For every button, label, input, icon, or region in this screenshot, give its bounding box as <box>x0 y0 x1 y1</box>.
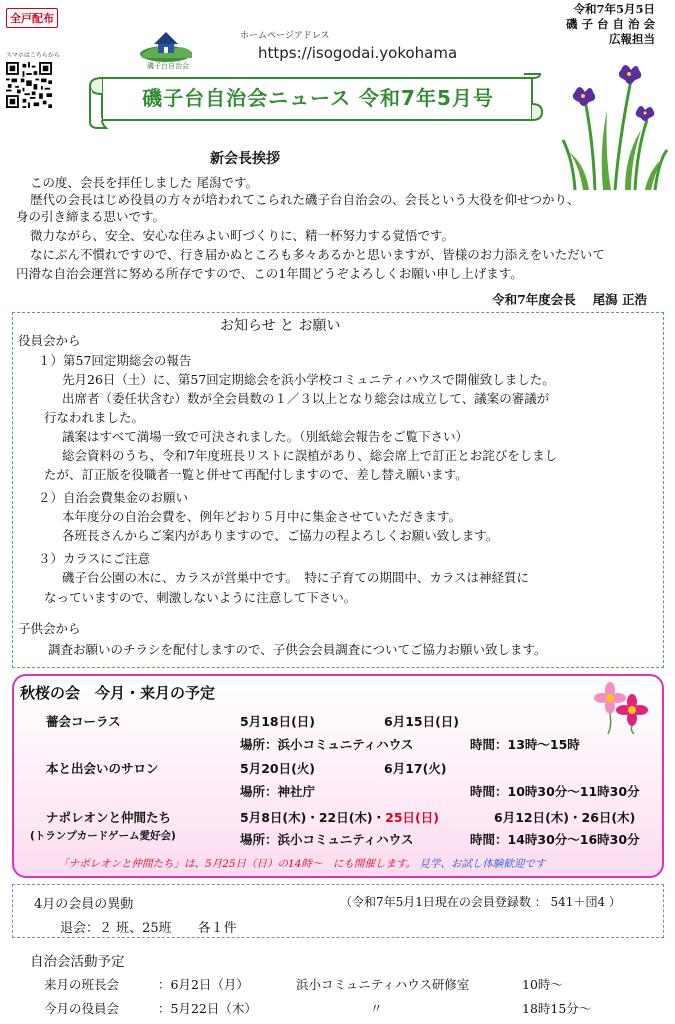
activities-title: 自治会活動予定 <box>30 954 125 970</box>
club-date-highlight: 25日(日) <box>385 810 439 825</box>
issue-info <box>566 2 655 47</box>
members-registration: （令和7年5月1日現在の会員登録数 ： 541＋団4 ） <box>340 895 621 909</box>
iris-flower-illustration <box>555 60 670 190</box>
qr-code-icon[interactable] <box>6 62 52 108</box>
notice-item-heading: １）第57回定期総会の報告 <box>38 353 192 368</box>
notice-line: 議案はすべて満場一致で可決されました。（別紙総会報告をご覧下さい） <box>62 429 469 444</box>
greeting-line: 歴代の会長はじめ役員の方々が培われてこられた磯子台自治会の、会長という大役を仰せつかり、 <box>30 192 580 207</box>
notice-line: 行なわれました。 <box>44 410 145 425</box>
notice-line: 総会資料のうち、令和7年度班長リストに誤植があり、総会席上で訂正とお詫びをしまし <box>62 448 558 463</box>
club-date: 5月8日(木)・22日(木)・25日(日) <box>240 810 439 825</box>
notice-line: なっていますので、刺激しないように注意して下さい。 <box>44 590 357 605</box>
club-name: ナポレオンと仲間たち <box>46 810 172 825</box>
children-heading: 子供会から <box>18 621 81 636</box>
club-place: 場所：浜小コミュニティハウス <box>240 832 414 847</box>
notice-line: 出席者（委任状含む）数が全会員数の１／３以上となり総会は成立して、議案の審議が <box>62 391 550 406</box>
notice-line: たが、訂正版を役職者一覧と併せて再配付しますので、差し替え願います。 <box>44 467 468 482</box>
club-time: 時間：10時30分～11時30分 <box>470 784 640 799</box>
members-line: 退会：２ 班、25班 各１件 <box>60 921 237 936</box>
greeting-line: 円滑な自治会運営に努める所存ですので、この1年間どうぞよろしくお願い申し上げます。 <box>16 266 523 281</box>
distribution-badge: 全戸配布 <box>6 8 58 28</box>
club-date: 5月20日(火) <box>240 761 316 776</box>
club-date: 5月18日(日) <box>240 714 316 729</box>
homepage-link[interactable]: https://isogodai.yokohama <box>258 44 458 62</box>
children-line: 調査お願いのチラシを配付しますので、子供会会員調査についてご協力お願い致します。 <box>48 642 547 657</box>
club-subname: (トランプカードゲーム愛好会) <box>30 830 176 842</box>
activity-label: 今月の役員会 <box>44 1001 120 1016</box>
association-logo <box>138 24 194 62</box>
officers-heading: 役員会から <box>18 333 81 348</box>
greeting-line: なにぶん不慣れですので、行き届かぬところも多々あるかと思いますが、皆様のお力添えをいただいて <box>30 247 605 262</box>
greeting-line: 身の引き締まる思いです。 <box>16 209 166 224</box>
club-time: 時間：13時～15時 <box>470 737 580 752</box>
notice-title: お知らせ と お願い <box>220 318 341 334</box>
club-name: 本と出会いのサロン <box>46 761 159 776</box>
activity-time: 18時15分～ <box>522 1001 592 1016</box>
notice-item-heading: ２）自治会費集金のお願い <box>38 490 189 505</box>
club-title: 秋桜の会 今月・来月の予定 <box>20 684 216 702</box>
members-title: 4月の会員の異動 <box>34 897 134 912</box>
club-place: 場所：神社庁 <box>240 784 316 799</box>
activity-label: 来月の班長会 <box>44 977 120 992</box>
homepage-label: ホームページアドレス <box>240 31 330 41</box>
greeting-signature: 令和7年度会長 尾潟 正浩 <box>492 292 647 307</box>
club-note-blue: 見学、お試し体験歓迎です <box>419 858 546 870</box>
notice-line: 本年度分の自治会費を、例年どおり５月中に集金させていただきます。 <box>62 509 462 524</box>
department: 広報担当 <box>609 32 655 46</box>
qr-caption: スマホはこちらから <box>6 52 60 59</box>
club-date: 6月15日(日) <box>384 714 460 729</box>
newsletter-title: 磯子台自治会ニュース 令和7年5月号 <box>142 86 494 110</box>
publisher: 磯 子 台 自 治 会 <box>565 17 655 31</box>
club-date: 6月12日(木)・26日(木) <box>494 810 636 825</box>
notice-item-heading: ３）カラスにご注意 <box>38 551 151 566</box>
activity-place: 浜小コミュニティハウス研修室 <box>296 977 470 992</box>
club-name: 薔会コーラス <box>46 714 121 729</box>
greeting-line: この度、会長を拝任しました 尾潟です。 <box>30 175 258 190</box>
issue-date: 令和7年5月5日 <box>573 2 655 16</box>
notice-line: 先月26日（土）に、第57回定期総会を浜小学校コミュニティハウスで開催致しました。 <box>62 372 555 387</box>
club-note <box>58 856 545 871</box>
club-place: 場所：浜小コミュニティハウス <box>240 737 414 752</box>
greeting-line: 微力ながら、安全、安心な住みよい町づくりに、精一杯努力する覚悟です。 <box>30 228 455 243</box>
cosmos-flower-illustration <box>590 680 652 734</box>
activity-time: 10時～ <box>522 977 563 992</box>
club-time: 時間：14時30分～16時30分 <box>470 832 640 847</box>
notice-line: 各班長さんからご案内がありますので、ご協力の程よろしくお願い致します。 <box>62 528 499 543</box>
club-note-red: 「ナポレオンと仲間たち」は、5月25日（日）の14時～ にも開催します。 <box>58 858 417 870</box>
notice-line: 磯子台公園の木に、カラスが営巣中です。 特に子育ての期間中、カラスは神経質に <box>62 570 530 585</box>
club-date: 6月17(火) <box>384 761 447 776</box>
greeting-title: 新会長挨拶 <box>210 151 280 167</box>
activity-date: ：5月22日（木） <box>158 1001 257 1016</box>
activity-place: 〃 <box>370 1001 383 1016</box>
logo-caption: 磯子台自治会 <box>147 62 189 70</box>
activity-date: ：6月2日（月） <box>158 977 249 992</box>
